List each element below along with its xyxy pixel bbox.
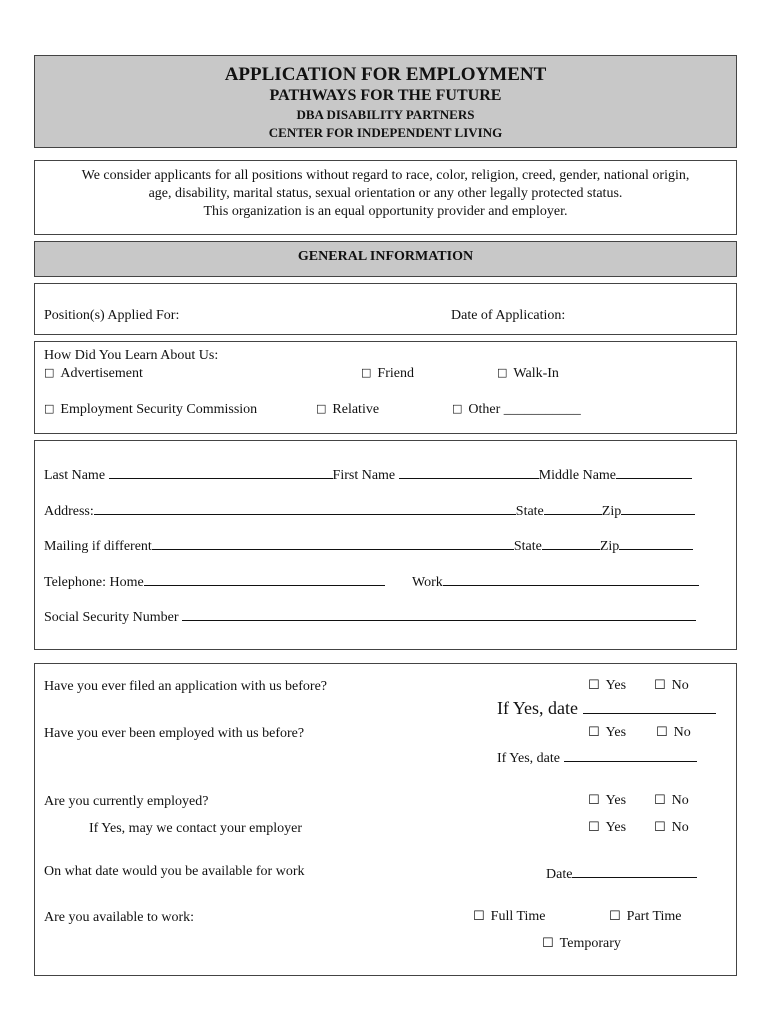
q-available-date: On what date would you be available for work <box>44 864 305 879</box>
org-name: PATHWAYS FOR THE FUTURE <box>269 87 502 104</box>
checkbox-icon[interactable]: □ <box>316 402 327 415</box>
other-blank[interactable]: ___________ <box>503 402 581 417</box>
section-header-general <box>34 241 737 277</box>
referral-box <box>34 341 737 434</box>
checkbox-icon[interactable]: ☐ <box>588 678 600 693</box>
last-name-field[interactable] <box>109 465 333 479</box>
filed-date-label: If Yes, date <box>497 698 578 718</box>
checkbox-icon[interactable]: ☐ <box>588 793 600 808</box>
q-employed-before: Have you ever been employed with us before? <box>44 726 305 741</box>
eeo-line-3: This organization is an equal opportunity provider and employer. <box>203 204 568 219</box>
checkbox-icon[interactable]: ☐ <box>542 936 554 951</box>
ssn-row <box>44 607 696 626</box>
position-label[interactable]: Position(s) Applied For: <box>44 308 180 323</box>
current-yes[interactable]: ☐ Yes <box>588 793 627 808</box>
q-available-to-work: Are you available to work: <box>44 910 195 925</box>
address-label: Address: <box>44 504 94 519</box>
employed-date-label: If Yes, date <box>497 751 560 766</box>
checkbox-icon[interactable]: □ <box>452 402 463 415</box>
name-row <box>44 465 692 484</box>
mailing-label: Mailing if different <box>44 539 152 554</box>
home-phone-label: Telephone: Home <box>44 575 144 590</box>
questions-box <box>34 663 737 976</box>
telephone-row <box>44 572 385 591</box>
mailing-state-label: State <box>513 539 542 554</box>
part-time-option[interactable]: ☐ Part Time <box>609 909 682 924</box>
address-row <box>44 501 695 520</box>
filed-date-field[interactable] <box>583 697 716 714</box>
first-name-label: First Name <box>332 468 396 483</box>
work-phone-label: Work <box>412 575 443 590</box>
checkbox-icon[interactable]: □ <box>44 366 55 379</box>
filed-no[interactable]: ☐ No <box>654 678 689 693</box>
option-esc[interactable]: □ Employment Security Commission <box>44 402 258 417</box>
mailing-state-field[interactable] <box>542 536 600 550</box>
checkbox-icon[interactable]: □ <box>361 366 372 379</box>
mailing-field[interactable] <box>152 536 514 550</box>
section-title: GENERAL INFORMATION <box>297 249 474 264</box>
address-field[interactable] <box>94 501 516 515</box>
center-name: CENTER FOR INDEPENDENT LIVING <box>268 125 503 140</box>
work-phone-row <box>412 572 699 591</box>
work-phone-field[interactable] <box>443 572 699 586</box>
employed-yes[interactable]: ☐ Yes <box>588 725 627 740</box>
current-no[interactable]: ☐ No <box>654 793 689 808</box>
checkbox-icon[interactable]: ☐ <box>654 678 666 693</box>
full-time-option[interactable]: ☐ Full Time <box>473 909 546 924</box>
eeo-line-2: age, disability, marital status, sexual orientation or any other legally protected status. <box>148 186 623 201</box>
referral-question: How Did You Learn About Us: <box>44 348 219 363</box>
middle-name-label: Middle Name <box>538 468 617 483</box>
header-box <box>34 55 737 148</box>
q-currently-employed: Are you currently employed? <box>44 794 209 809</box>
mailing-zip-field[interactable] <box>619 536 693 550</box>
state-field[interactable] <box>544 501 602 515</box>
employed-no[interactable]: ☐ No <box>656 725 691 740</box>
contact-yes[interactable]: ☐ Yes <box>588 820 627 835</box>
checkbox-icon[interactable]: □ <box>44 402 55 415</box>
first-name-field[interactable] <box>399 465 539 479</box>
checkbox-icon[interactable]: ☐ <box>609 909 621 924</box>
option-relative[interactable]: □ Relative <box>316 402 380 417</box>
dba-name: DBA DISABILITY PARTNERS <box>296 107 475 122</box>
available-date-field[interactable] <box>572 864 697 878</box>
checkbox-icon[interactable]: ☐ <box>654 820 666 835</box>
middle-name-field[interactable] <box>616 465 692 479</box>
date-of-application-label[interactable]: Date of Application: <box>451 308 566 323</box>
option-advertisement[interactable]: □ Advertisement <box>44 366 143 381</box>
eeo-statement-box <box>34 160 737 235</box>
home-phone-field[interactable] <box>144 572 385 586</box>
zip-field[interactable] <box>621 501 695 515</box>
eeo-line-1: We consider applicants for all positions without regard to race, color, religion, creed, gender, national origin, <box>81 168 690 183</box>
checkbox-icon[interactable]: ☐ <box>473 909 485 924</box>
mailing-row <box>44 536 693 555</box>
contact-no[interactable]: ☐ No <box>654 820 689 835</box>
q-filed-before: Have you ever filed an application with us before? <box>44 679 328 694</box>
option-walk-in[interactable]: □ Walk-In <box>497 366 559 381</box>
last-name-label: Last Name <box>44 468 106 483</box>
checkbox-icon[interactable]: ☐ <box>654 793 666 808</box>
filed-date-row <box>497 697 716 719</box>
ssn-field[interactable] <box>182 607 696 621</box>
option-other[interactable]: □ Other ___________ <box>452 402 581 417</box>
option-friend[interactable]: □ Friend <box>361 366 414 381</box>
mailing-zip-label: Zip <box>599 539 620 554</box>
form-title: APPLICATION FOR EMPLOYMENT <box>224 64 547 85</box>
available-date-row <box>546 864 697 883</box>
q-may-contact: If Yes, may we contact your employer <box>89 821 303 836</box>
available-date-label: Date <box>546 867 573 882</box>
checkbox-icon[interactable]: □ <box>497 366 508 379</box>
employed-date-field[interactable] <box>564 748 697 762</box>
employed-date-row <box>497 748 697 767</box>
personal-info-box <box>34 440 737 650</box>
zip-label: Zip <box>601 504 622 519</box>
ssn-label: Social Security Number <box>44 610 179 625</box>
checkbox-icon[interactable]: ☐ <box>656 725 668 740</box>
checkbox-icon[interactable]: ☐ <box>588 820 600 835</box>
temporary-option[interactable]: ☐ Temporary <box>542 936 621 951</box>
position-box <box>34 283 737 335</box>
state-label: State <box>515 504 544 519</box>
filed-yes[interactable]: ☐ Yes <box>588 678 627 693</box>
checkbox-icon[interactable]: ☐ <box>588 725 600 740</box>
